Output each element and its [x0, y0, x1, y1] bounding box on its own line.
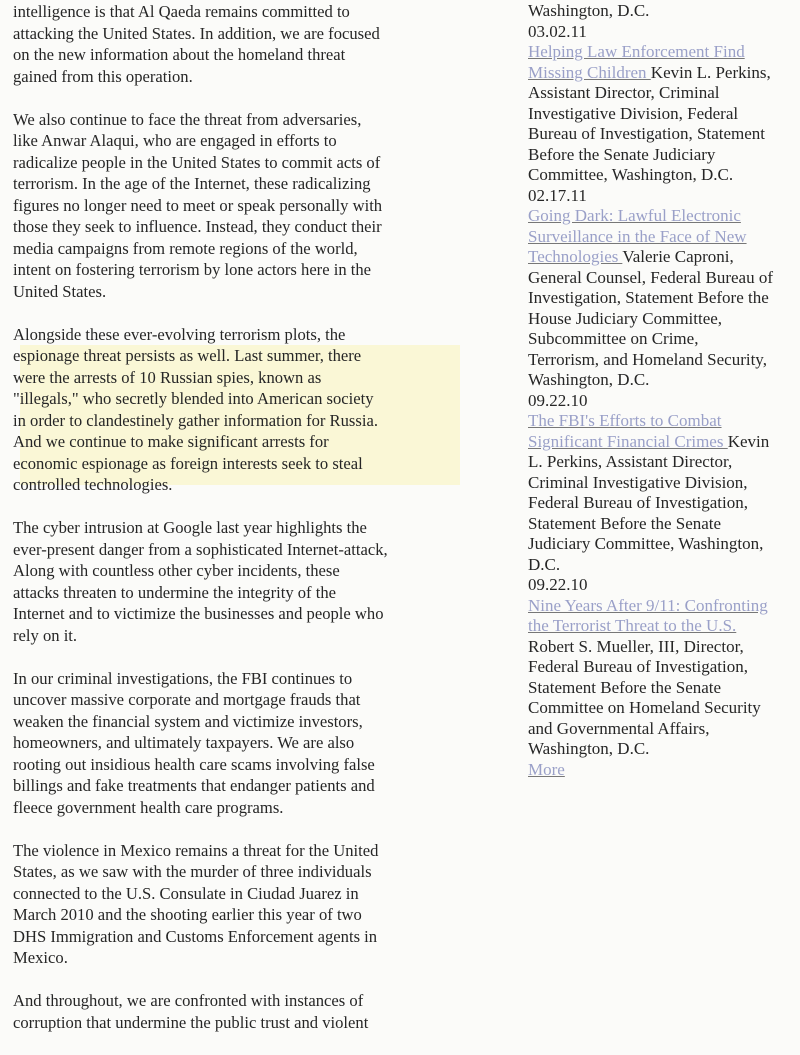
- sidebar-line: [528, 739, 798, 760]
- text-line: like Anwar Alaqui, who are engaged in efforts to: [13, 131, 337, 150]
- text-line: were the arrests of 10 Russian spies, known as: [13, 367, 322, 387]
- text-line: attacking the United States. In addition, we are focused: [13, 23, 380, 43]
- paragraph: [13, 324, 503, 496]
- sidebar-line: [528, 616, 798, 637]
- sidebar-text: Committee on Homeland Security: [528, 698, 761, 717]
- text-line: gained from this operation.: [13, 66, 193, 86]
- sidebar-line: [528, 186, 798, 207]
- sidebar-line: [528, 42, 798, 63]
- text-line: And throughout, we are confronted with instances of: [13, 991, 364, 1010]
- sidebar-line: [528, 268, 798, 289]
- text-line: on the new information about the homeland threat: [13, 45, 346, 64]
- sidebar-line: [528, 145, 798, 166]
- text-line: billings and fake treatments that endanger patients and: [13, 776, 375, 795]
- sidebar-text: Washington, D.C.: [528, 739, 650, 758]
- sidebar-line: [528, 391, 798, 412]
- text-line: And we continue to make significant arrests for: [13, 432, 329, 451]
- sidebar-text: 09.22.10: [528, 390, 588, 410]
- text-line: connected to the U.S. Consulate in Ciudad Juarez in: [13, 883, 359, 903]
- text-line: The violence in Mexico remains a threat for the United: [13, 840, 379, 860]
- sidebar-text: Robert S. Mueller, III, Director,: [528, 636, 744, 656]
- text-line: weaken the financial system and victimize investors,: [13, 711, 363, 731]
- paragraph: [13, 668, 503, 819]
- sidebar-line: [528, 124, 798, 145]
- sidebar-line: [528, 22, 798, 43]
- sidebar-line: [528, 555, 798, 576]
- text-line: Internet and to victimize the businesses and people who: [13, 604, 384, 623]
- text-line: March 2010 and the shooting earlier this year of two: [13, 905, 362, 924]
- sidebar-line: [528, 514, 798, 535]
- sidebar-text: 09.22.10: [528, 575, 588, 594]
- sidebar-line: [528, 309, 798, 330]
- text-line: uncover massive corporate and mortgage frauds that: [13, 690, 361, 709]
- sidebar-line: [528, 596, 798, 617]
- sidebar-text: Assistant Director, Criminal: [528, 83, 720, 102]
- sidebar-line: [528, 452, 798, 473]
- sidebar-text: Federal Bureau of Investigation,: [528, 657, 748, 676]
- sidebar-line: [528, 575, 798, 596]
- sidebar-line: [528, 432, 798, 453]
- sidebar-text: Subcommittee on Crime,: [528, 329, 699, 348]
- sidebar-text: General Counsel, Federal Bureau of: [528, 267, 773, 287]
- sidebar-line: [528, 370, 798, 391]
- sidebar-line: [528, 350, 798, 371]
- text-line: espionage threat persists as well. Last summer, there: [13, 346, 362, 365]
- related-testimony-sidebar: [528, 1, 798, 780]
- text-line: We also continue to face the threat from adversaries,: [13, 109, 362, 129]
- sidebar-text: Investigation, Statement Before the: [528, 288, 769, 307]
- paragraph: [13, 840, 503, 969]
- sidebar-text: Federal Bureau of Investigation,: [528, 493, 748, 512]
- testimony-link[interactable]: Nine Years After 9/11: Confronting: [528, 595, 768, 615]
- sidebar-line: [528, 83, 798, 104]
- sidebar-line: [528, 534, 798, 555]
- sidebar-text: D.C.: [528, 554, 561, 574]
- text-line: rooting out insidious health care scams involving false: [13, 754, 375, 774]
- sidebar-text: Investigative Division, Federal: [528, 103, 739, 123]
- text-line: rely on it.: [13, 625, 78, 645]
- sidebar-text: and Governmental Affairs,: [528, 718, 710, 738]
- text-line: attacks threaten to undermine the integrity of the: [13, 582, 337, 602]
- sidebar-line: [528, 1, 798, 22]
- text-line: United States.: [13, 281, 107, 301]
- sidebar-line: [528, 104, 798, 125]
- text-line: Along with countless other cyber incidents, these: [13, 561, 340, 580]
- testimony-link[interactable]: Going Dark: Lawful Electronic: [528, 206, 741, 225]
- sidebar-line: [528, 473, 798, 494]
- sidebar-line: [528, 206, 798, 227]
- text-line: intelligence is that Al Qaeda remains committed to: [13, 2, 350, 21]
- sidebar-line: [528, 637, 798, 658]
- testimony-link[interactable]: Technologies: [528, 247, 623, 266]
- sidebar-line: [528, 165, 798, 186]
- text-line: controlled technologies.: [13, 475, 173, 494]
- text-line: Alongside these ever-evolving terrorism plots, the: [13, 324, 346, 344]
- sidebar-line: [528, 411, 798, 432]
- more-link[interactable]: More: [528, 759, 565, 779]
- text-line: States, as we saw with the murder of three individuals: [13, 862, 372, 881]
- sidebar-text: Terrorism, and Homeland Security,: [528, 349, 767, 369]
- sidebar-line: [528, 493, 798, 514]
- sidebar-line: [528, 288, 798, 309]
- text-line: terrorism. In the age of the Internet, these radicalizing: [13, 174, 371, 193]
- testimony-link[interactable]: Missing Children: [528, 62, 651, 82]
- main-text-column: [13, 1, 503, 1055]
- testimony-link[interactable]: Helping Law Enforcement Find: [528, 42, 745, 61]
- paragraph: [13, 990, 503, 1033]
- paragraph: [13, 1, 503, 87]
- sidebar-text: Statement Before the Senate: [528, 677, 722, 697]
- sidebar-line: [528, 719, 798, 740]
- text-line: "illegals," who secretly blended into American society: [13, 389, 374, 408]
- text-line: radicalize people in the United States to commit acts of: [13, 152, 381, 172]
- sidebar-line: [528, 698, 798, 719]
- paragraph: [13, 109, 503, 303]
- sidebar-text: House Judiciary Committee,: [528, 308, 723, 328]
- text-line: ever-present danger from a sophisticated Internet-attack,: [13, 539, 388, 559]
- sidebar-text: Criminal Investigative Division,: [528, 472, 748, 492]
- sidebar-line: [528, 329, 798, 350]
- testimony-link[interactable]: Surveillance in the Face of New: [528, 226, 747, 246]
- text-line: those they seek to influence. Instead, they conduct their: [13, 217, 382, 236]
- sidebar-text: Judiciary Committee, Washington,: [528, 534, 764, 553]
- text-line: homeowners, and ultimately taxpayers. We are also: [13, 733, 355, 752]
- text-line: figures no longer need to meet or speak personally with: [13, 195, 383, 215]
- text-line: in order to clandestinely gather information for Russia.: [13, 410, 378, 430]
- sidebar-text: Before the Senate Judiciary: [528, 144, 716, 164]
- text-line: corruption that undermine the public trust and violent: [13, 1012, 369, 1032]
- sidebar-text: Bureau of Investigation, Statement: [528, 124, 765, 143]
- text-line: media campaigns from remote regions of the world,: [13, 238, 358, 258]
- sidebar-text: Committee, Washington, D.C.: [528, 165, 734, 184]
- sidebar-line: [528, 760, 798, 781]
- text-line: The cyber intrusion at Google last year highlights the: [13, 518, 367, 537]
- testimony-link[interactable]: The FBI's Efforts to Combat: [528, 411, 722, 430]
- paragraph: [13, 517, 503, 646]
- text-line: intent on fostering terrorism by lone actors here in the: [13, 260, 372, 279]
- text-line: Mexico.: [13, 948, 68, 967]
- sidebar-text: 02.17.11: [528, 185, 587, 205]
- sidebar-line: [528, 227, 798, 248]
- text-line: fleece government health care programs.: [13, 797, 284, 817]
- sidebar-text: L. Perkins, Assistant Director,: [528, 452, 733, 471]
- sidebar-text: 03.02.11: [528, 21, 587, 41]
- testimony-link[interactable]: Significant Financial Crimes: [528, 431, 728, 451]
- text-line: DHS Immigration and Customs Enforcement agents in: [13, 926, 378, 946]
- sidebar-text: Valerie Caproni,: [622, 247, 734, 266]
- text-line: economic espionage as foreign interests seek to steal: [13, 453, 363, 473]
- sidebar-text: Kevin L. Perkins,: [650, 62, 771, 82]
- sidebar-line: [528, 247, 798, 268]
- sidebar-text: Kevin: [727, 431, 770, 451]
- sidebar-line: [528, 657, 798, 678]
- sidebar-line: [528, 678, 798, 699]
- sidebar-text: Washington, D.C.: [528, 370, 650, 389]
- testimony-link[interactable]: the Terrorist Threat to the U.S.: [528, 616, 737, 635]
- text-line: In our criminal investigations, the FBI continues to: [13, 668, 353, 688]
- sidebar-line: [528, 63, 798, 84]
- sidebar-text: Washington, D.C.: [528, 1, 650, 20]
- sidebar-text: Statement Before the Senate: [528, 513, 722, 533]
